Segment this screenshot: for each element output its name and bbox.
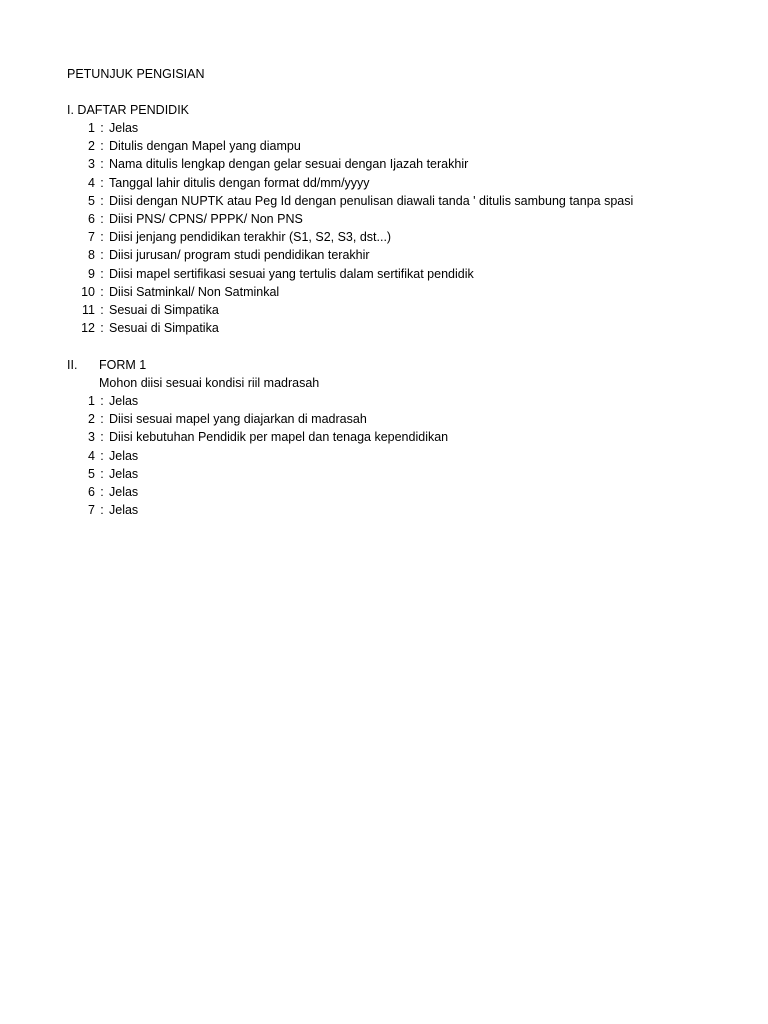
section1-item-number: 12 [81, 321, 95, 336]
section1-item-number: 7 [88, 230, 95, 245]
section1-item [60, 155, 468, 173]
section2-item-text: Jelas [109, 394, 139, 408]
section1-item-number: 1 [88, 121, 95, 135]
section2-item-separator: : [100, 430, 104, 445]
section2-number: II. [67, 358, 78, 372]
section2-item-separator: : [100, 503, 104, 518]
section2-item-number: 3 [88, 430, 95, 445]
section1-item [60, 246, 370, 264]
section2-item-separator: : [100, 448, 104, 463]
section1-item-number: 11 [82, 303, 95, 317]
section1-item-separator: : [100, 284, 104, 299]
section2-item-number: 4 [88, 448, 95, 463]
section1-item [60, 210, 303, 228]
section1-item-separator: : [100, 321, 104, 336]
section2-item-text: Diisi kebutuhan Pendidik per mapel dan tenaga kependidikan [109, 430, 449, 445]
section1-item-text: Sesuai di Simpatika [109, 303, 219, 317]
section1-item-text: Nama ditulis lengkap dengan gelar sesuai dengan Ijazah terakhir [109, 157, 469, 172]
section1-item-text: Diisi jurusan/ program studi pendidikan terakhir [109, 248, 370, 263]
section2-item-text: Jelas [109, 466, 139, 481]
section1-heading: I. DAFTAR PENDIDIK [67, 103, 190, 117]
section1-item-text: Jelas [109, 121, 139, 135]
section1-item [60, 283, 279, 301]
section2-item [60, 428, 448, 446]
section1-item-separator: : [100, 139, 104, 154]
section1-item-separator: : [100, 303, 104, 317]
section2-item-number: 6 [88, 485, 95, 499]
section2-item-number: 7 [88, 503, 95, 518]
section2-item [60, 465, 138, 483]
section1-item-separator: : [100, 175, 104, 190]
section1-item [60, 265, 474, 283]
section1-item-number: 6 [88, 212, 95, 226]
section1-item-text: Ditulis dengan Mapel yang diampu [109, 139, 301, 154]
section1-item [60, 119, 138, 137]
section1-item-text: Diisi PNS/ CPNS/ PPPK/ Non PNS [109, 212, 303, 226]
section1-item [60, 301, 219, 319]
section2-item-number: 2 [88, 412, 95, 427]
section1-item [60, 192, 633, 210]
section2-item-separator: : [100, 466, 104, 481]
section2-item-text: Diisi sesuai mapel yang diajarkan di madrasah [109, 412, 367, 427]
section2-subheading: Mohon diisi sesuai kondisi riil madrasah [99, 376, 320, 390]
section1-item-text: Diisi mapel sertifikasi sesuai yang tertulis dalam sertifikat pendidik [109, 266, 474, 281]
section1-item [60, 228, 391, 246]
section1-item-text: Diisi jenjang pendidikan terakhir (S1, S2, S3, dst...) [109, 230, 392, 245]
section2-item-separator: : [100, 412, 104, 427]
section2-heading: FORM 1 [99, 358, 147, 372]
section2-item-text: Jelas [109, 503, 139, 518]
section2-item [60, 392, 138, 410]
section1-item-number: 4 [88, 175, 95, 190]
section1-item-number: 10 [81, 284, 95, 299]
section2-item [60, 501, 138, 519]
section2-item-number: 5 [88, 466, 95, 481]
section1-item-number: 9 [88, 266, 95, 281]
section1-item [60, 137, 301, 155]
section1-item-separator: : [100, 212, 104, 226]
section1-item-text: Diisi Satminkal/ Non Satminkal [109, 284, 280, 299]
section1-item-number: 3 [88, 157, 95, 172]
section1-item-number: 8 [88, 248, 95, 263]
section2-item [60, 447, 138, 465]
section1-item-separator: : [100, 266, 104, 281]
section1-item-number: 5 [88, 193, 95, 208]
section2-item-text: Jelas [109, 448, 139, 463]
section2-item-separator: : [100, 485, 104, 499]
section1-item [60, 319, 219, 337]
section1-item [60, 174, 370, 192]
section1-item-separator: : [100, 157, 104, 172]
section2-item-number: 1 [88, 394, 95, 408]
document-title: PETUNJUK PENGISIAN [67, 67, 205, 81]
section1-item-separator: : [100, 248, 104, 263]
section1-item-separator: : [100, 230, 104, 245]
section1-item-separator: : [100, 121, 104, 135]
section1-item-text: Sesuai di Simpatika [109, 321, 219, 336]
section1-item-separator: : [100, 193, 104, 208]
section2-item-separator: : [100, 394, 104, 408]
section2-item [60, 410, 367, 428]
section2-item [60, 483, 138, 501]
section1-item-text: Tanggal lahir ditulis dengan format dd/mm/yyyy [109, 175, 370, 190]
section1-item-number: 2 [88, 139, 95, 154]
section1-item-text: Diisi dengan NUPTK atau Peg Id dengan penulisan diawali tanda ' ditulis sambung tanpa spasi [109, 193, 634, 208]
section2-item-text: Jelas [109, 485, 139, 499]
